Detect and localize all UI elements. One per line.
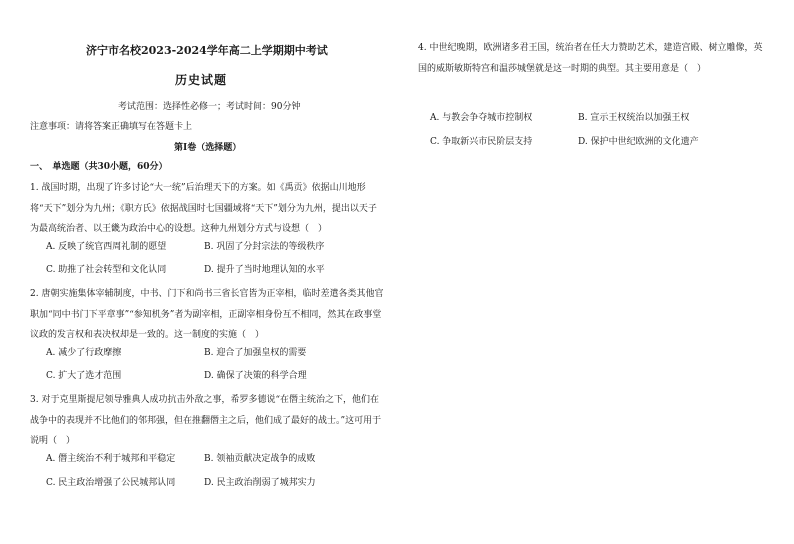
question-3-option-b: B. 领袖贡献决定战争的成败	[204, 454, 316, 464]
right-column	[418, 0, 774, 544]
question-2-option-b: B. 迎合了加强皇权的需要	[204, 348, 307, 358]
question-3-option-c: C. 民主政治增强了公民城邦认同	[46, 478, 176, 488]
exam-note: 注意事项：请将答案正确填写在答题卡上	[30, 122, 193, 132]
question-4-option-b: B. 宣示王权统治以加强王权	[578, 113, 690, 123]
left-column	[30, 0, 390, 544]
question-4-option-c: C. 争取新兴市民阶层支持	[430, 137, 533, 147]
question-1-option-b: B. 巩固了分封宗法的等级秩序	[204, 242, 325, 252]
exam-title: 济宁市名校2023-2024学年高二上学期期中考试	[86, 44, 328, 57]
question-1-stem: 1. 战国时期，出现了许多讨论“大一统”后治理天下的方案。如《禹贡》依据山川地形将“天下”划分为九州；《职方氏》依据战国时七国疆域将“天下”划分为九州，提出以天子为最高统治者、以王畿为政治中心的设想。这种九州划分方式与设想（ ）	[30, 183, 377, 234]
question-2-option-c: C. 扩大了选才范围	[46, 371, 122, 381]
question-3-stem: 3. 对于克里斯提尼领导雅典人成功抗击外敌之事，希罗多德说“在僭主统治之下，他们在战争中的表现并不比他们的邻邦强，但在推翻僭主之后，他们成了最好的战士。”这可用于说明（ ）	[30, 395, 382, 446]
exam-info: 考试范围：选择性必修一；考试时间：90分钟	[118, 102, 301, 112]
question-4-option-a: A. 与教会争夺城市控制权	[430, 113, 533, 123]
part-label: 一、 单选题（共30小题，60分）	[30, 162, 168, 172]
question-4-option-d: D. 保护中世纪欧洲的文化遗产	[578, 137, 699, 147]
question-2-option-d: D. 确保了决策的科学合理	[204, 371, 307, 381]
question-1-option-d: D. 提升了当时地理认知的水平	[204, 265, 325, 275]
question-2-stem: 2. 唐朝实施集体宰辅制度，中书、门下和尚书三省长官皆为正宰相，临时差遣各类其他官职加“同中书门下平章事”“参知机务”者为副宰相，正副宰相身份互不相同，然其在政事堂议政的发言权和表决权却是一致的。这一制度的实施（ ）	[30, 289, 384, 340]
question-1-option-a: A. 反映了统官西周礼制的愿望	[46, 242, 167, 252]
question-3-option-d: D. 民主政治削弱了城邦实力	[204, 478, 316, 488]
question-4-stem: 4. 中世纪晚期，欧洲诸多君王国，统治者在任大力赞助艺术，建造宫殿、树立雕像，英国的威斯敏斯特宫和温莎城堡就是这一时期的典型。其主要用意是（ ）	[418, 43, 763, 74]
question-2-option-a: A. 减少了行政摩擦	[46, 348, 122, 358]
question-3-option-a: A. 僭主统治不利于城邦和平稳定	[46, 454, 176, 464]
section-title: 第I卷（选择题）	[174, 143, 242, 153]
subject-title: 历史试题	[175, 73, 228, 87]
question-1-option-c: C. 助推了社会转型和文化认同	[46, 265, 167, 275]
